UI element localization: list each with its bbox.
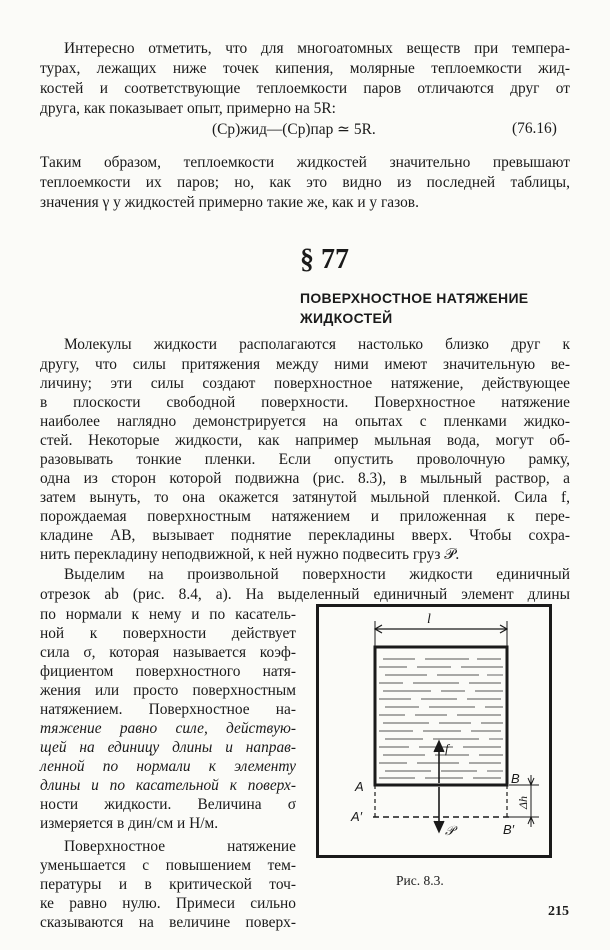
label-delta-h: Δh (516, 795, 530, 809)
soap-film-hatching (379, 659, 503, 778)
para1-line: кладине AB, вызывает поднятие перекладины вверх. Чтобы сохра- (40, 527, 570, 544)
figure-caption: Рис. 8.3. (396, 873, 444, 888)
para3-line: ке равно нулю. Примеси сильно (40, 895, 296, 912)
label-P: 𝒫 (445, 823, 455, 838)
label-A: A (355, 779, 364, 794)
after-eq-line: теплоемкости их паров; но, как это видно из последней таблицы, (40, 174, 570, 191)
figure-8-3 (316, 604, 552, 858)
para3-line: сказываются на величине поверх- (40, 914, 296, 931)
para1-line: личину; эти силы создают поверхностное натяжение, действующее (40, 375, 570, 392)
para1-line: в плоскости свободной поверхности. Поверхностное натяжение (40, 394, 570, 411)
para2-line: длины и по касательной к поверх- (40, 777, 296, 794)
para2-line: Выделим на произвольной поверхности жидкости единичный (64, 566, 570, 583)
para1-line: разовывать тонкие пленки. Если опустить проволочную рамку, (40, 451, 570, 468)
para1-line: другу, что силы притяжения между ними имеют значительную ве- (40, 356, 570, 373)
para2-line: ной к поверхности действует (40, 625, 296, 642)
intro-line: костей и соответствующие теплоемкости паров отличаются друг от (40, 80, 570, 97)
label-A-prime: A′ (351, 809, 363, 824)
page-number: 215 (548, 904, 569, 919)
equation-formula: (Cp)жид—(Cp)пар ≃ 5R. (212, 121, 376, 138)
para1-line: одна из сторон которой подвижна (рис. 8.3), в мыльный раствор, а (40, 470, 570, 487)
equation-number: (76.16) (512, 120, 557, 137)
para3-line: пературы и в критической точ- (40, 876, 296, 893)
intro-line: турах, лежащих ниже точек кипения, молярные теплоемкости жид- (40, 60, 570, 77)
para2-line: щей на единицу длины и направ- (40, 739, 296, 756)
para1-line: Молекулы жидкости располагаются настолько близко друг к (64, 336, 570, 353)
para2-line: ности жидкости. Величина σ (40, 796, 296, 813)
para2-line: сила σ, которая называется коэф- (40, 644, 296, 661)
para2-line: тяжение равно силе, действую- (40, 720, 296, 737)
section-title: ПОВЕРХНОСТНОЕ НАТЯЖЕНИЕ (300, 290, 529, 306)
para1-line: затем вынуть, то она окажется затянутой мыльной пленкой. Сила f, (40, 489, 570, 506)
para2-line: по нормали к нему и по касатель- (40, 606, 296, 623)
soap-film-frame-diagram (319, 607, 549, 855)
label-l: l (427, 612, 431, 627)
label-B-prime: B′ (503, 822, 515, 837)
label-f: f (445, 741, 449, 756)
intro-line: друга, как показывает опыт, примерно на 5R: (40, 100, 336, 117)
label-B: B (511, 771, 520, 786)
para2-line: ленной по нормали к элементу (40, 758, 296, 775)
para2-line: жения или просто поверхностным (40, 682, 296, 699)
para2-line: натяжением. Поверхностное на- (40, 701, 296, 718)
para1-line: наиболее наглядно демонстрируется на опытах с пленками жидко- (40, 413, 570, 430)
para3-line: уменьшается с повышением тем- (40, 857, 296, 874)
intro-line: Интересно отметить, что для многоатомных веществ при темпера- (64, 40, 570, 57)
para2-line: фициентом поверхностного натя- (40, 663, 296, 680)
para3-line: Поверхностное натяжение (64, 838, 296, 855)
section-title: ЖИДКОСТЕЙ (300, 310, 393, 326)
after-eq-line: Таким образом, теплоемкости жидкостей значительно превышают (40, 154, 570, 171)
para2-line: отрезок ab (рис. 8.4, a). На выделенный единичный элемент длины (40, 586, 570, 603)
para1-line: нить перекладину неподвижной, к ней нужно подвесить груз 𝒫. (40, 546, 460, 563)
after-eq-line: значения γ у жидкостей примерно такие же, как и у газов. (40, 194, 419, 211)
para1-line: порождаемая поверхностным натяжением и приложенная к пере- (40, 508, 570, 525)
para2-line: измеряется в дин/см и Н/м. (40, 815, 219, 832)
para1-line: стей. Некоторые жидкости, как например мыльная вода, могут об- (40, 432, 570, 449)
section-number: § 77 (300, 244, 349, 275)
